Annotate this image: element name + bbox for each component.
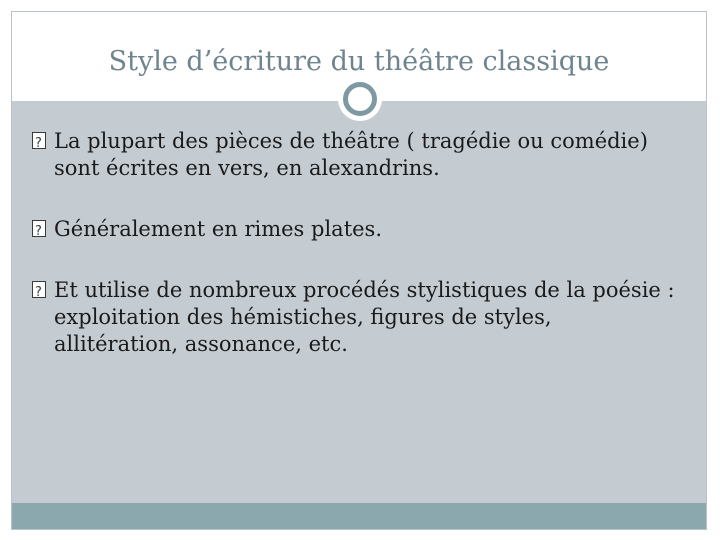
footer-bar [12,503,706,529]
bullet-box-icon [32,220,46,237]
bullet-text: La plupart des pièces de théâtre ( tragédie ou comédie) sont écrites en vers, en alexandrins. [54,129,648,180]
bullet-text: Et utilise de nombreux procédés stylistiques de la poésie : exploitation des hémistiches, figures de styles, allitération, assonance, etc. [54,278,675,356]
bullet-item [32,128,682,182]
bullet-list [32,128,682,392]
bullet-box-icon [32,132,46,149]
bullet-text: Généralement en rimes plates. [54,217,383,241]
divider-circle-ring [343,82,377,116]
slide-title: Style d’écriture du théâtre classique [108,46,610,77]
bullet-box-icon [32,281,46,298]
bullet-item [32,277,682,358]
bullet-item [32,216,682,243]
